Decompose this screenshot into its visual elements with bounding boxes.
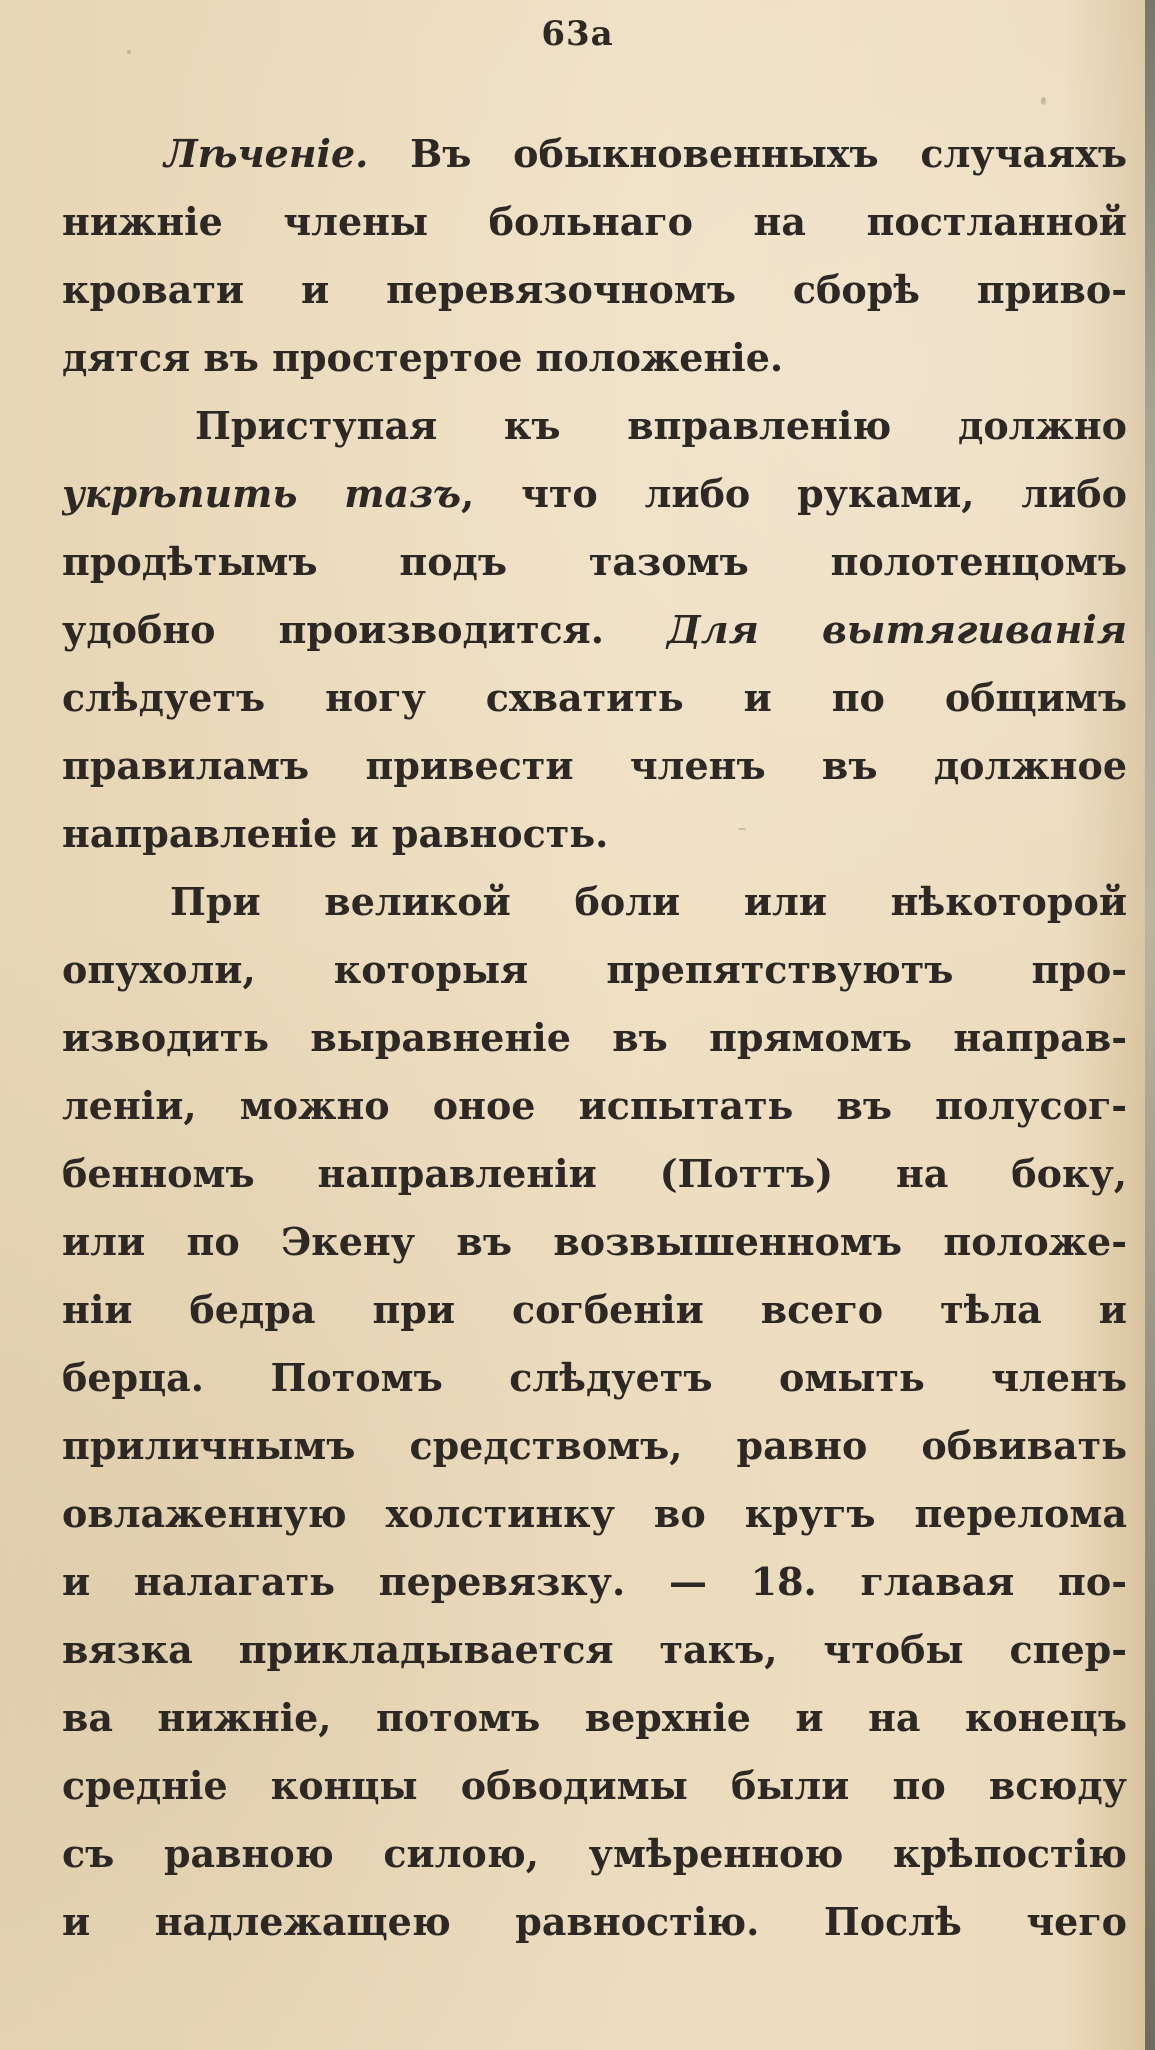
text-line (62, 460, 1127, 528)
text-segment: съ равною силою, умѣренною крѣпостію (62, 1831, 1127, 1876)
text-segment: леніи, можно оное испытать въ полусог- (62, 1083, 1127, 1128)
paragraph-2 (62, 392, 1127, 868)
text-line (62, 392, 1127, 460)
text-line (62, 936, 1127, 1004)
text-segment: изводить выравненіе въ прямомъ направ- (62, 1015, 1127, 1060)
text-segment: продѣтымъ подъ тазомъ полотенцомъ (62, 539, 1127, 584)
text-segment: Для вытягиванія (667, 607, 1127, 652)
text-line (62, 1140, 1127, 1208)
text-segment: Лѣченіе. (164, 131, 369, 176)
text-line (62, 256, 1127, 324)
text-segment: Приступая къ вправленію должно (195, 403, 1127, 448)
text-line (62, 1344, 1127, 1412)
text-line (62, 1888, 1127, 1956)
text-segment: бенномъ направленіи (Поттъ) на боку, (62, 1151, 1127, 1196)
paragraph-1 (62, 120, 1127, 392)
text-line (62, 1072, 1127, 1140)
text-segment: ва нижніе, потомъ верхніе и на конецъ (62, 1695, 1127, 1740)
text-segment: слѣдуетъ ногу схватить и по общимъ (62, 675, 1127, 720)
page-number: 63a (541, 14, 614, 54)
text-segment: кровати и перевязочномъ сборѣ приво- (62, 267, 1127, 312)
text-segment: правиламъ привести членъ въ должное (62, 743, 1127, 788)
text-segment: и налагать перевязку. — 18. главая по- (62, 1559, 1127, 1604)
text-line (62, 1004, 1127, 1072)
text-line (62, 596, 1127, 664)
text-segment: дятся въ простертое положеніе. (62, 335, 784, 380)
page-edge-shadow (1145, 0, 1155, 2050)
text-segment: При великой боли или нѣкоторой (170, 879, 1127, 924)
ink-speck (1041, 97, 1046, 105)
text-line (62, 800, 1127, 868)
body-text (62, 120, 1127, 1956)
paragraph-3 (62, 868, 1127, 1956)
text-line (62, 1616, 1127, 1684)
text-segment: Въ обыкновенныхъ случаяхъ (368, 131, 1127, 176)
text-segment: ніи бедра при согбеніи всего тѣла и (62, 1287, 1127, 1332)
text-line (62, 1412, 1127, 1480)
text-line (62, 664, 1127, 732)
text-line (62, 1276, 1127, 1344)
text-segment: и надлежащею равностію. Послѣ чего (62, 1899, 1127, 1944)
text-line (62, 1208, 1127, 1276)
text-line (62, 1548, 1127, 1616)
text-segment: вязка прикладывается такъ, чтобы спер- (62, 1627, 1127, 1672)
text-segment: приличнымъ средствомъ, равно обвивать (62, 1423, 1127, 1468)
text-line (62, 1684, 1127, 1752)
text-line (62, 324, 1127, 392)
text-segment: укрѣпить тазъ (62, 471, 461, 516)
text-line (62, 528, 1127, 596)
text-segment: нижніе члены больнаго на постланной (62, 199, 1127, 244)
text-line (62, 1820, 1127, 1888)
text-segment: берца. Потомъ слѣдуетъ омыть членъ (62, 1355, 1127, 1400)
text-line (62, 868, 1127, 936)
text-segment: овлаженную холстинку во кругъ перелома (62, 1491, 1127, 1536)
text-line (62, 1752, 1127, 1820)
text-segment: опухоли, которыя препятствуютъ про- (62, 947, 1127, 992)
text-line (62, 120, 1127, 188)
text-segment: , что либо руками, либо (461, 471, 1127, 516)
text-line (62, 732, 1127, 800)
text-line (62, 188, 1127, 256)
text-segment: направленіе и равность. (62, 811, 609, 856)
text-segment: или по Экену въ возвышенномъ положе- (62, 1219, 1127, 1264)
text-line (62, 1480, 1127, 1548)
text-segment: средніе концы обводимы были по всюду (62, 1763, 1127, 1808)
text-segment: удобно производится. (62, 607, 668, 652)
